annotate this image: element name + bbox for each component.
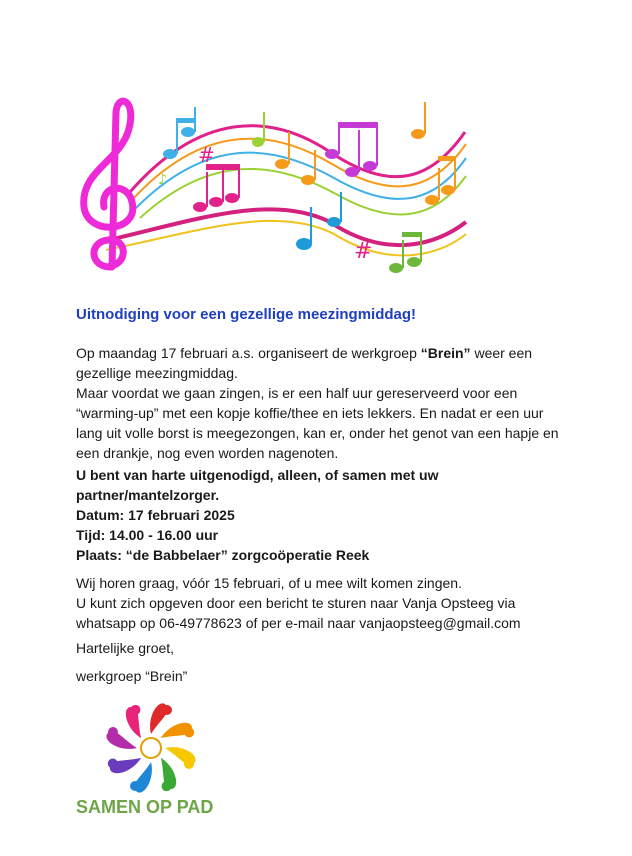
signature: werkgroep “Brein”	[76, 668, 188, 684]
date-line: Datum: 17 februari 2025	[76, 507, 235, 523]
registration-paragraph	[76, 573, 562, 633]
svg-text:♪: ♪	[158, 172, 167, 188]
time-line: Tijd: 14.00 - 16.00 uur	[76, 527, 219, 543]
invite-line: U bent van harte uitgenodigd, alleen, of samen met uw partner/mantelzorger.	[76, 467, 439, 503]
intro-text-3: Maar voordat we gaan zingen, is er een half uur gereserveerd voor een “warming-up” met een kopje koffie/thee en iets lekkers. En nadat er een uur lang uit volle borst is meegezongen, kan er, onder het genot van een hapje en een drankje, nog even worden nagenoten.	[76, 385, 559, 461]
intro-paragraph	[76, 343, 562, 463]
logo-text: SAMEN OP PAD	[76, 797, 214, 817]
svg-text:#: #	[198, 143, 215, 167]
music-notes-illustration	[70, 72, 470, 287]
intro-text-2: weer een gezellige meezingmiddag.	[76, 345, 533, 381]
place-line: Plaats: “de Babbelaer” zorgcoöperatie Reek	[76, 547, 370, 563]
svg-text:#: #	[354, 239, 373, 264]
event-details	[76, 465, 562, 565]
greeting: Hartelijke groet,	[76, 640, 175, 656]
intro-text-1: Op maandag 17 februari a.s. organiseert de werkgroep	[76, 345, 421, 361]
samen-op-pad-logo	[92, 702, 210, 794]
registration-line-1: Wij horen graag, vóór 15 februari, of u mee wilt komen zingen.	[76, 575, 462, 591]
registration-line-2: U kunt zich opgeven door een bericht te sturen naar Vanja Opsteeg via whatsapp op 06-49778623 of per e-mail naar vanjaopsteeg@gmail.com	[76, 595, 521, 631]
invitation-heading: Uitnodiging voor een gezellige meezingmiddag!	[76, 306, 417, 323]
group-name: “Brein”	[420, 345, 471, 361]
